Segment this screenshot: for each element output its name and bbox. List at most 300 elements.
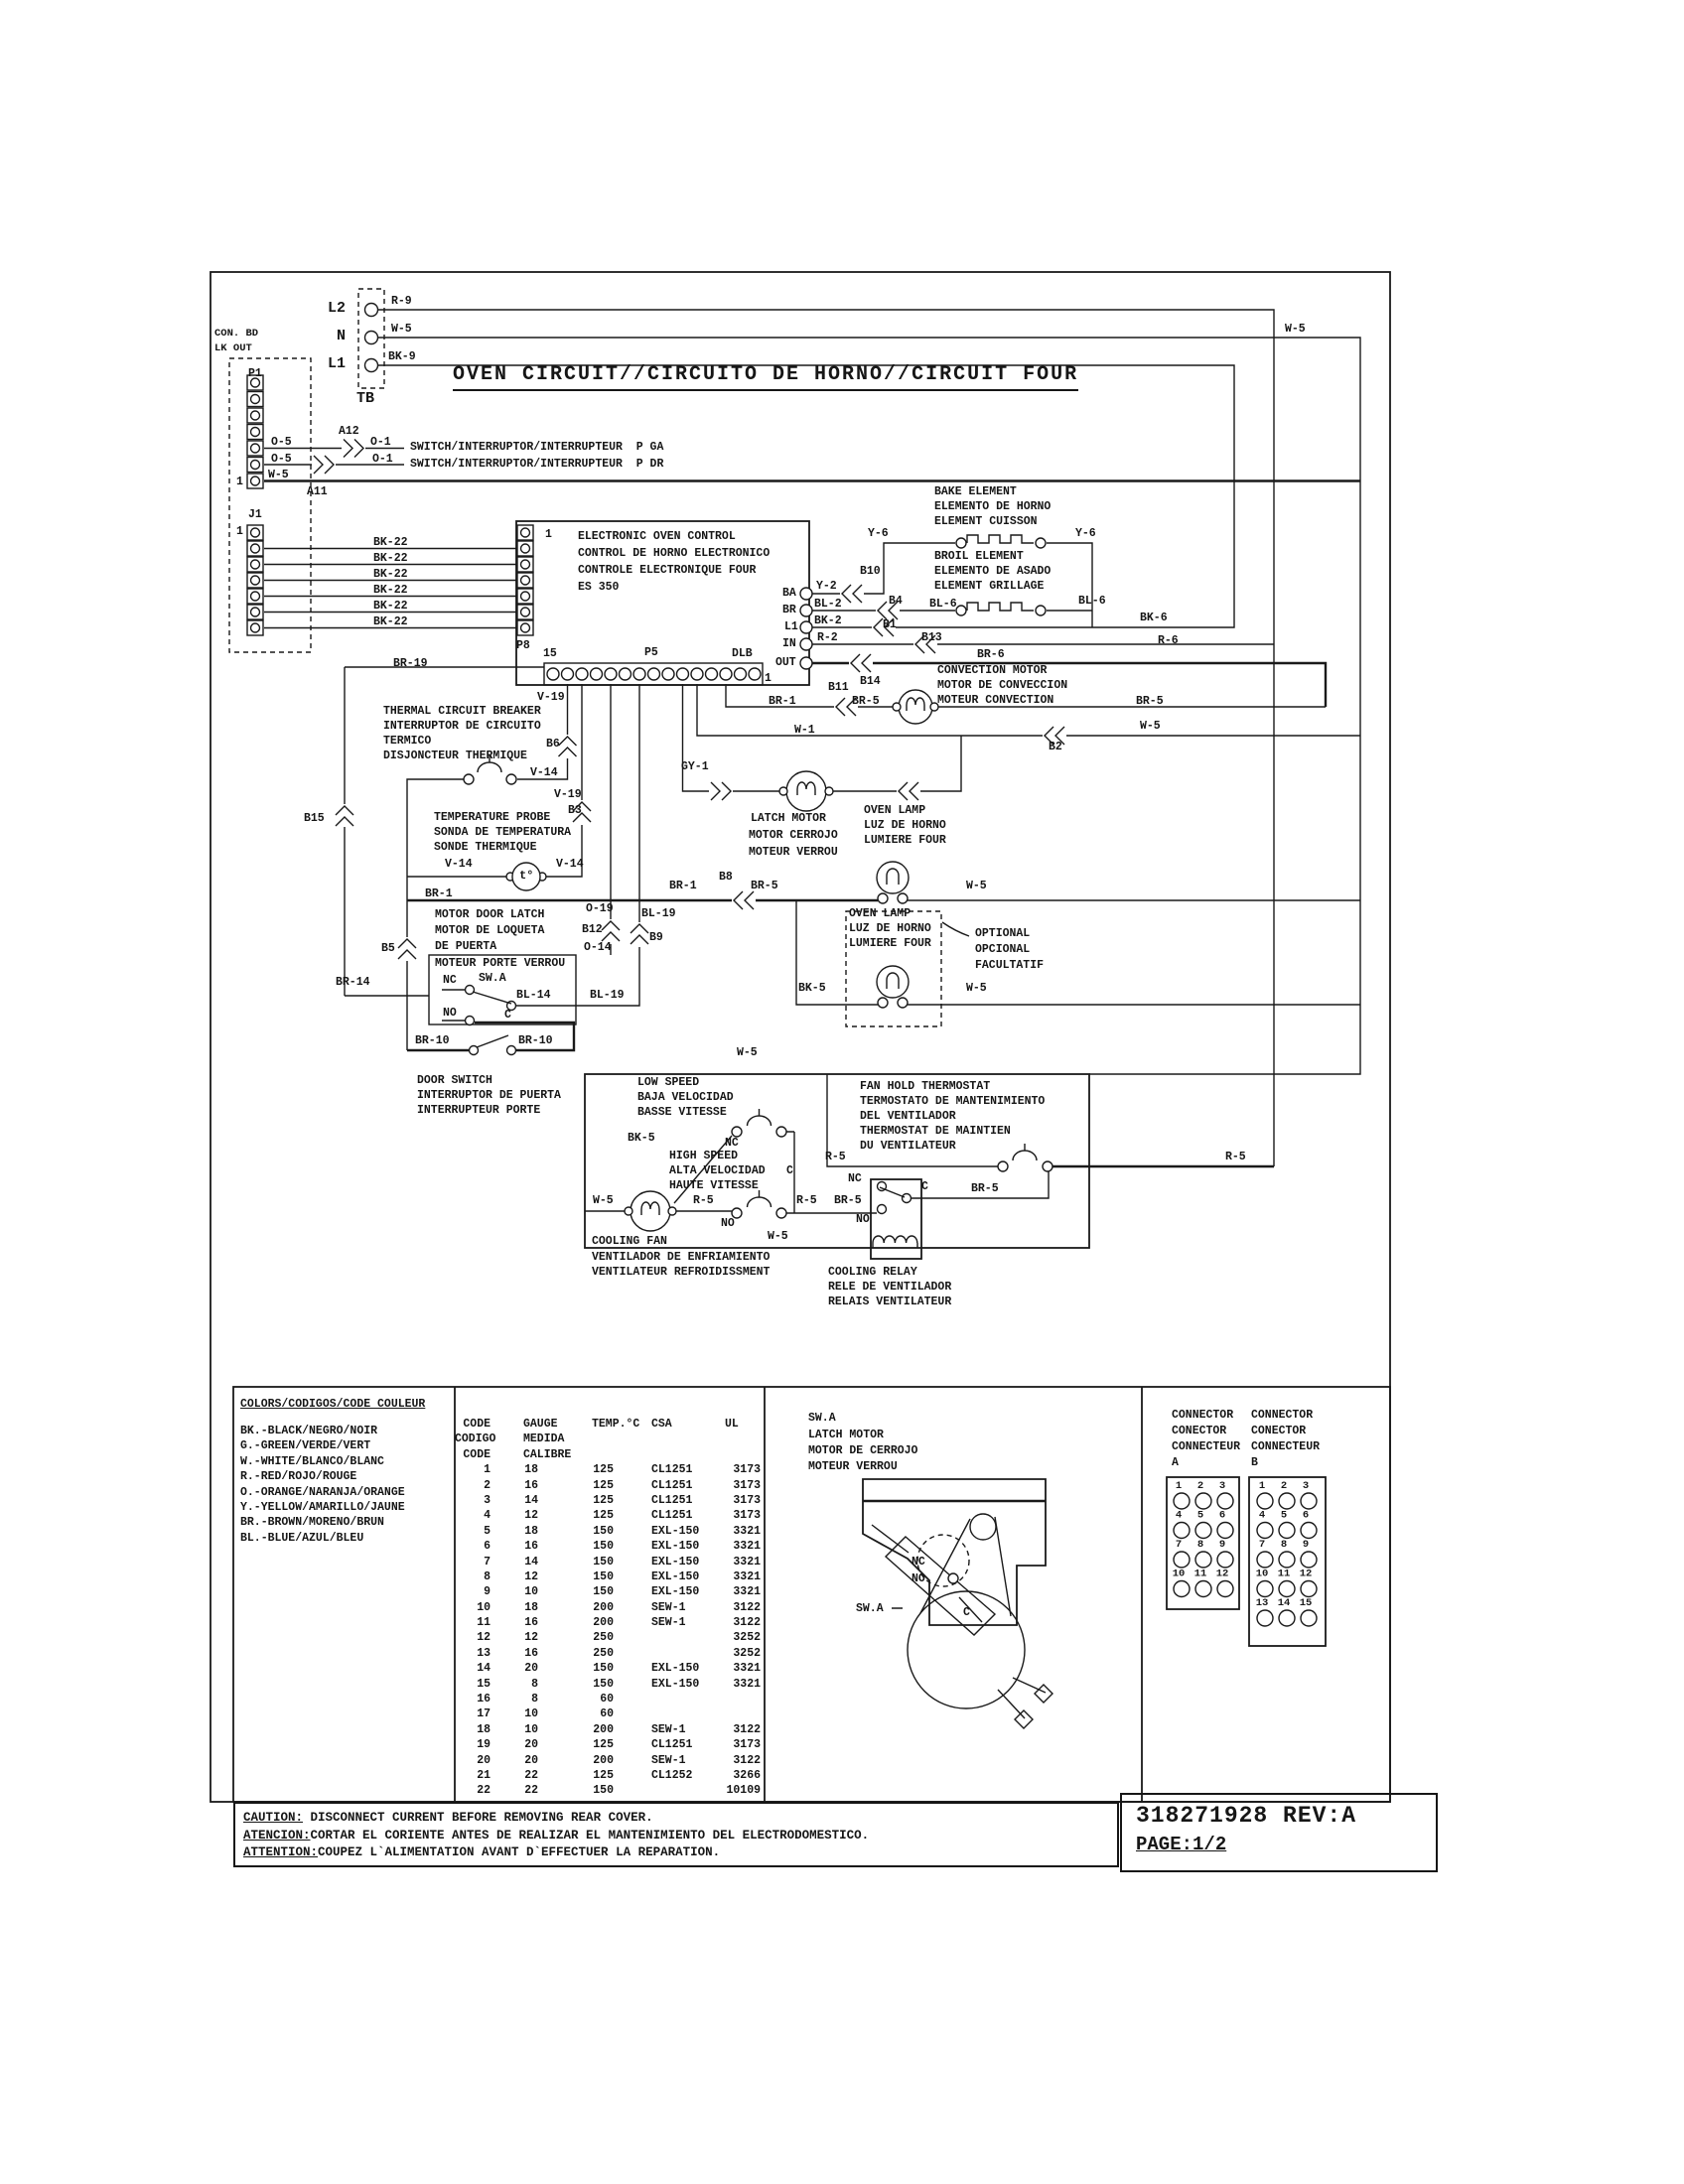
connector-a-pins bbox=[1173, 1480, 1233, 1597]
table-cell: 3173 bbox=[733, 1738, 761, 1752]
table-cell: 7 bbox=[484, 1555, 491, 1569]
connector-pin-square bbox=[247, 408, 263, 423]
table-row bbox=[455, 1783, 765, 1798]
connector-b-pins bbox=[1256, 1480, 1317, 1626]
table-cell: 3321 bbox=[733, 1662, 761, 1676]
connector-pin bbox=[1279, 1581, 1295, 1597]
pin-in-label: IN bbox=[782, 637, 796, 650]
table-cell: 10 bbox=[477, 1600, 491, 1614]
p5-pin1-label: 1 bbox=[765, 672, 772, 685]
table-cell: 125 bbox=[593, 1463, 614, 1477]
p5-pin bbox=[677, 668, 689, 680]
fan-c-label: C bbox=[786, 1164, 793, 1177]
fan-title1: COOLING FAN bbox=[592, 1235, 667, 1248]
swa-no-label: NO bbox=[912, 1572, 925, 1585]
table-cell: CL1251 bbox=[651, 1738, 693, 1752]
fan-no-label: NO bbox=[721, 1217, 735, 1230]
broil-element-coil bbox=[967, 603, 1034, 611]
color-legend bbox=[236, 1387, 451, 1800]
connector-pin bbox=[1195, 1523, 1211, 1539]
table-cell bbox=[628, 1783, 719, 1798]
table-cell: 18 bbox=[524, 1463, 538, 1477]
ref-b6: B6 bbox=[546, 738, 560, 751]
connector-pin bbox=[1301, 1610, 1317, 1626]
table-cell: 3252 bbox=[733, 1646, 761, 1660]
connector-pin bbox=[1279, 1523, 1295, 1539]
connector-pin-number: 6 bbox=[1302, 1509, 1310, 1522]
connector-pin bbox=[1257, 1552, 1273, 1568]
swa-c-label: C bbox=[963, 1606, 970, 1619]
j1-label: J1 bbox=[248, 508, 262, 521]
table-cell: 4 bbox=[484, 1509, 491, 1523]
fan-low1: LOW SPEED bbox=[637, 1076, 700, 1089]
table-cell: 3173 bbox=[733, 1509, 761, 1523]
ref-b14: B14 bbox=[860, 675, 881, 688]
connector-pin-number: 11 bbox=[1277, 1568, 1291, 1580]
fht-line4: THERMOSTAT DE MAINTIEN bbox=[860, 1125, 1011, 1138]
connector-b9-icon bbox=[631, 924, 648, 944]
table-cell: CL1251 bbox=[651, 1463, 693, 1477]
connector-b6-icon bbox=[559, 737, 577, 756]
connector-pin bbox=[1195, 1581, 1211, 1597]
mdl-no-label: NO bbox=[443, 1007, 457, 1020]
p5-pin bbox=[633, 668, 645, 680]
diagram-title: OVEN CIRCUIT//CIRCUITO DE HORNO//CIRCUIT FOUR bbox=[453, 365, 1078, 391]
wire-br10-right: BR-10 bbox=[518, 1034, 553, 1047]
connector-pin-number: 9 bbox=[1302, 1539, 1310, 1551]
terminal-block-tb bbox=[358, 289, 384, 388]
generated-connector-pins bbox=[247, 375, 812, 680]
table-cell: 3321 bbox=[733, 1570, 761, 1583]
optional-line1: OPTIONAL bbox=[975, 927, 1031, 940]
table-cell: 3252 bbox=[733, 1631, 761, 1645]
table-row bbox=[455, 1646, 765, 1661]
connector-pin bbox=[1217, 1581, 1233, 1597]
table-cell: 250 bbox=[593, 1646, 614, 1660]
eoc-right-pin bbox=[800, 588, 812, 600]
table-cell: 22 bbox=[524, 1768, 538, 1782]
ref-b3: B3 bbox=[568, 804, 582, 817]
mdl-line4: MOTEUR PORTE VERROU bbox=[435, 957, 566, 970]
wire-o5-1: O-5 bbox=[271, 436, 292, 449]
table-cell: EXL-150 bbox=[651, 1677, 700, 1691]
table-cell: CL1251 bbox=[651, 1509, 693, 1523]
table-cell: 12 bbox=[524, 1509, 538, 1523]
wire-w5-p1: W-5 bbox=[268, 469, 289, 481]
table-header-cell bbox=[628, 1447, 719, 1462]
table-cell: SEW-1 bbox=[651, 1600, 686, 1614]
table-cell: 15 bbox=[477, 1677, 491, 1691]
legend-item: R.-RED/ROJO/ROUGE bbox=[240, 1470, 357, 1484]
table-row bbox=[455, 1753, 765, 1768]
connector-pin-number: 2 bbox=[1280, 1480, 1288, 1492]
table-cell: 10 bbox=[524, 1707, 538, 1721]
tcb-line4: DISJONCTEUR THERMIQUE bbox=[383, 750, 527, 762]
legend-items bbox=[240, 1424, 451, 1546]
table-cell: SEW-1 bbox=[651, 1753, 686, 1767]
latch-line3: MOTEUR VERROU bbox=[749, 846, 838, 859]
latch-line1: LATCH MOTOR bbox=[751, 812, 826, 825]
wire-bk22-5: BK-22 bbox=[373, 600, 408, 613]
connector-pin bbox=[1257, 1523, 1273, 1539]
connector-pin-number: 15 bbox=[1299, 1597, 1313, 1609]
p5-pin bbox=[620, 668, 632, 680]
table-cell bbox=[628, 1630, 719, 1645]
table-cell: 3122 bbox=[733, 1616, 761, 1630]
connector-a-line4: A bbox=[1172, 1456, 1179, 1469]
table-header-cell: TEMP.°C bbox=[592, 1418, 640, 1431]
connector-b14-icon bbox=[851, 654, 871, 672]
wire-br5-relay-c: BR-5 bbox=[971, 1182, 999, 1195]
mdl-swa-label: SW.A bbox=[479, 972, 506, 985]
connector-pin bbox=[1301, 1581, 1317, 1597]
connector-pin bbox=[1301, 1552, 1317, 1568]
table-cell: 16 bbox=[524, 1646, 538, 1660]
wire-bk6: BK-6 bbox=[1140, 612, 1168, 624]
p5-pin15-label: 15 bbox=[543, 647, 557, 660]
broil-line1: BROIL ELEMENT bbox=[934, 550, 1024, 563]
wire-bl6-right: BL-6 bbox=[1078, 595, 1106, 608]
connector-b15-icon bbox=[336, 806, 353, 826]
wire-br1-lamp: BR-1 bbox=[669, 880, 697, 892]
ref-a12: A12 bbox=[339, 425, 359, 438]
table-cell: 13 bbox=[477, 1646, 491, 1660]
table-cell: 16 bbox=[524, 1540, 538, 1554]
table-row bbox=[455, 1737, 765, 1752]
table-cell: 5 bbox=[484, 1524, 491, 1538]
ref-b13: B13 bbox=[921, 631, 942, 644]
table-header-cell: CALIBRE bbox=[523, 1447, 572, 1461]
connector-pin-square bbox=[247, 392, 263, 407]
optional-pointer-line bbox=[942, 922, 969, 936]
table-row bbox=[455, 1677, 765, 1692]
connector-pin bbox=[1279, 1610, 1295, 1626]
table-cell: 200 bbox=[593, 1753, 614, 1767]
connector-a-line2: CONECTOR bbox=[1172, 1425, 1227, 1437]
lamp1-line3: LUMIERE FOUR bbox=[864, 834, 946, 847]
broil-terminal-right bbox=[1036, 606, 1046, 615]
wire-gy1: GY-1 bbox=[681, 760, 709, 773]
table-cell: 200 bbox=[593, 1722, 614, 1736]
table-cell: 20 bbox=[524, 1753, 538, 1767]
table-header-cell bbox=[719, 1432, 761, 1446]
swa-line1: SW.A bbox=[808, 1412, 836, 1425]
table-header-cell: CSA bbox=[651, 1418, 672, 1431]
connector-gy1-icon bbox=[711, 782, 731, 800]
latch-line2: MOTOR CERROJO bbox=[749, 829, 838, 842]
table-row bbox=[455, 1706, 765, 1721]
wire-w5-conv: W-5 bbox=[1140, 720, 1161, 733]
wire-o19: O-19 bbox=[586, 902, 614, 915]
wire-br10-left: BR-10 bbox=[415, 1034, 450, 1047]
table-cell: 8 bbox=[484, 1570, 491, 1583]
wire-v19-1: V-19 bbox=[537, 691, 565, 704]
mdl-line2: MOTOR DE LOQUETA bbox=[435, 924, 545, 937]
connector-pin bbox=[1301, 1523, 1317, 1539]
table-row bbox=[455, 1600, 765, 1615]
relay-no-label: NO bbox=[856, 1213, 870, 1226]
table-cell: 9 bbox=[484, 1585, 491, 1599]
table-cell: 20 bbox=[524, 1738, 538, 1752]
table-header-cell bbox=[550, 1432, 628, 1446]
table-cell: SEW-1 bbox=[651, 1616, 686, 1630]
bake-terminal-right bbox=[1036, 538, 1046, 548]
table-header-cell bbox=[719, 1447, 761, 1462]
table-row bbox=[455, 1692, 765, 1706]
p5-pin bbox=[720, 668, 732, 680]
table-cell: 2 bbox=[484, 1478, 491, 1492]
fan-high1: HIGH SPEED bbox=[669, 1150, 739, 1162]
table-cell: 3122 bbox=[733, 1600, 761, 1614]
switch-p-dr-label: SWITCH/INTERRUPTOR/INTERRUPTEUR P DR bbox=[410, 458, 664, 471]
conv-line3: MOTEUR CONVECTION bbox=[937, 694, 1054, 707]
mdl-line1: MOTOR DOOR LATCH bbox=[435, 908, 545, 921]
p1-pin1-label: 1 bbox=[236, 476, 243, 488]
p5-pin bbox=[591, 668, 603, 680]
eoc-line3: CONTROLE ELECTRONIQUE FOUR bbox=[578, 564, 757, 577]
wire-r5-fan-1: R-5 bbox=[693, 1194, 714, 1207]
connector-pin-square bbox=[247, 573, 263, 588]
legend-item: Y.-YELLOW/AMARILLO/JAUNE bbox=[240, 1501, 405, 1515]
oven-lamp-symbol bbox=[877, 862, 909, 903]
table-row bbox=[455, 1584, 765, 1599]
table-cell bbox=[719, 1706, 761, 1721]
table-cell: 60 bbox=[600, 1707, 614, 1721]
table-cell: 150 bbox=[593, 1585, 614, 1599]
table-cell: 3 bbox=[484, 1493, 491, 1507]
ref-a11: A11 bbox=[307, 485, 328, 498]
conv-line2: MOTOR DE CONVECCION bbox=[937, 679, 1068, 692]
ref-b15: B15 bbox=[304, 812, 325, 825]
connector-pin-square bbox=[247, 458, 263, 473]
table-cell: 16 bbox=[524, 1616, 538, 1630]
connector-pin-number: 11 bbox=[1193, 1568, 1207, 1580]
table-cell: 150 bbox=[593, 1555, 614, 1569]
relay-title1: COOLING RELAY bbox=[828, 1266, 917, 1279]
broil-line3: ELEMENT GRILLAGE bbox=[934, 580, 1045, 593]
fht-line2: TERMOSTATO DE MANTENIMIENTO bbox=[860, 1095, 1046, 1108]
connector-pin-square bbox=[247, 541, 263, 556]
table-cell bbox=[719, 1692, 761, 1706]
connector-b-line2: CONECTOR bbox=[1251, 1425, 1307, 1437]
probe-line1: TEMPERATURE PROBE bbox=[434, 811, 551, 824]
bake-element-coil bbox=[967, 535, 1034, 543]
connector-pin bbox=[1174, 1493, 1190, 1509]
wire-bk2: BK-2 bbox=[814, 614, 842, 627]
connector-pin-number: 9 bbox=[1218, 1539, 1226, 1551]
wire-bk22-2: BK-22 bbox=[373, 552, 408, 565]
table-header-cell: CODE bbox=[463, 1418, 491, 1431]
p5-pin bbox=[547, 668, 559, 680]
pin-out-label: OUT bbox=[775, 656, 796, 669]
wire-v19-2: V-19 bbox=[554, 788, 582, 801]
table-row bbox=[455, 1524, 765, 1539]
p1-label: P1 bbox=[248, 367, 262, 380]
switch-p-ga-label: SWITCH/INTERRUPTOR/INTERRUPTEUR P GA bbox=[410, 441, 664, 454]
fan-high3: HAUTE VITESSE bbox=[669, 1179, 759, 1192]
wire-r5-right: R-5 bbox=[1225, 1151, 1246, 1163]
connector-pin bbox=[1279, 1493, 1295, 1509]
table-cell: 14 bbox=[524, 1555, 538, 1569]
table-row bbox=[455, 1493, 765, 1508]
connector-pin-square bbox=[247, 589, 263, 604]
lamp1-line1: OVEN LAMP bbox=[864, 804, 926, 817]
table-cell: CL1251 bbox=[651, 1478, 693, 1492]
connector-pin-square bbox=[517, 541, 533, 556]
caution-line: ATENCION:CORTAR EL CORIENTE ANTES DE REALIZAR EL MANTENIMIENTO DEL ELECTRODOMESTICO. bbox=[243, 1828, 870, 1843]
table-cell: 150 bbox=[593, 1570, 614, 1583]
ref-b10: B10 bbox=[860, 565, 881, 578]
mdl-line3: DE PUERTA bbox=[435, 940, 497, 953]
table-row bbox=[455, 1768, 765, 1783]
connector-pin-square bbox=[517, 620, 533, 635]
connector-b8-icon bbox=[734, 891, 754, 909]
p5-pin bbox=[605, 668, 617, 680]
swa-nc-label: NC bbox=[912, 1556, 925, 1569]
latch-motor-symbol bbox=[779, 771, 833, 811]
connector-pin-number: 10 bbox=[1255, 1568, 1269, 1580]
table-row bbox=[455, 1570, 765, 1584]
probe-symbol-label: t° bbox=[519, 869, 534, 883]
wire-gauge-table bbox=[455, 1387, 765, 1802]
table-row bbox=[455, 1630, 765, 1645]
swa-swa-label: SW.A bbox=[856, 1602, 884, 1615]
ref-b5: B5 bbox=[381, 942, 395, 955]
wire-o1-2: O-1 bbox=[372, 453, 393, 466]
connector-pin bbox=[1279, 1552, 1295, 1568]
table-cell: EXL-150 bbox=[651, 1555, 700, 1569]
table-header-cell: CODIGO bbox=[455, 1433, 496, 1446]
table-cell: 14 bbox=[477, 1662, 491, 1676]
relay-c-label: C bbox=[921, 1180, 928, 1193]
pin-l1-label: L1 bbox=[784, 620, 798, 633]
connector-pin bbox=[1217, 1552, 1233, 1568]
wire-bk22-3: BK-22 bbox=[373, 568, 408, 581]
swa-line2: LATCH MOTOR bbox=[808, 1429, 884, 1441]
connector-pin-number: 13 bbox=[1255, 1597, 1269, 1609]
table-header-cell: CODE bbox=[463, 1447, 491, 1461]
cooling-fan-motor-symbol bbox=[631, 1191, 670, 1231]
table-cell: 20 bbox=[477, 1753, 491, 1767]
ref-b9: B9 bbox=[649, 931, 663, 944]
eoc-right-pin bbox=[800, 605, 812, 616]
table-cell: 125 bbox=[593, 1478, 614, 1492]
connector-a-line3: CONNECTEUR bbox=[1172, 1440, 1241, 1453]
table-cell: 3321 bbox=[733, 1677, 761, 1691]
legend-item: BR.-BROWN/MORENO/BRUN bbox=[240, 1516, 384, 1530]
connector-pin-number: 8 bbox=[1196, 1539, 1204, 1551]
table-cell: 8 bbox=[531, 1693, 538, 1706]
p5-pin bbox=[662, 668, 674, 680]
p1-j1-housing bbox=[229, 358, 311, 652]
table-cell: EXL-150 bbox=[651, 1570, 700, 1583]
table-cell: EXL-150 bbox=[651, 1585, 700, 1599]
connector-a12-icon bbox=[344, 440, 363, 458]
connector-pin-square bbox=[247, 425, 263, 440]
table-cell: CL1251 bbox=[651, 1493, 693, 1507]
table-cell: EXL-150 bbox=[651, 1524, 700, 1538]
fan-title2: VENTILADOR DE ENFRIAMIENTO bbox=[592, 1251, 771, 1264]
connector-pin-square bbox=[517, 605, 533, 619]
connector-pin-number: 5 bbox=[1196, 1509, 1204, 1522]
table-cell: 3321 bbox=[733, 1524, 761, 1538]
connector-a-line1: CONNECTOR bbox=[1172, 1409, 1234, 1422]
table-header-cell: MEDIDA bbox=[523, 1433, 565, 1446]
connector-pin-number: 4 bbox=[1175, 1509, 1183, 1522]
table-cell: 10109 bbox=[726, 1784, 761, 1798]
wire-br1-left: BR-1 bbox=[425, 887, 453, 900]
connector-pin bbox=[1174, 1581, 1190, 1597]
bake-line1: BAKE ELEMENT bbox=[934, 485, 1017, 498]
p5-label: P5 bbox=[644, 646, 658, 659]
wire-w5-fan-bottom: W-5 bbox=[768, 1230, 788, 1243]
relay-nc-label: NC bbox=[848, 1172, 862, 1185]
page-number: PAGE:1/2 bbox=[1136, 1834, 1227, 1855]
wire-bake-right bbox=[1047, 543, 1092, 627]
table-cell: CL1252 bbox=[651, 1768, 693, 1782]
table-cell: 3173 bbox=[733, 1493, 761, 1507]
table-cell: 12 bbox=[477, 1631, 491, 1645]
table-cell: 250 bbox=[593, 1631, 614, 1645]
connector-pin-number: 3 bbox=[1302, 1480, 1310, 1492]
connector-pin-number: 12 bbox=[1215, 1568, 1229, 1580]
wire-y6-left: Y-6 bbox=[868, 527, 889, 540]
wire-bk22-1: BK-22 bbox=[373, 536, 408, 549]
tcb-line3: TERMICO bbox=[383, 735, 432, 748]
table-cell: 125 bbox=[593, 1509, 614, 1523]
conv-line1: CONVECTION MOTOR bbox=[937, 664, 1048, 677]
broil-line2: ELEMENTO DE ASADO bbox=[934, 565, 1052, 578]
table-cell: 21 bbox=[477, 1768, 491, 1782]
table-cell: 3122 bbox=[733, 1753, 761, 1767]
p8-label: P8 bbox=[516, 639, 530, 652]
table-cell: 17 bbox=[477, 1707, 491, 1721]
table-row bbox=[455, 1462, 765, 1477]
connector-pin-number: 7 bbox=[1175, 1539, 1183, 1551]
ds-line2: INTERRUPTOR DE PUERTA bbox=[417, 1089, 561, 1102]
connector-pin-square bbox=[517, 525, 533, 540]
relay-coil-icon bbox=[873, 1236, 917, 1243]
tb-label: TB bbox=[356, 390, 375, 407]
wire-w5-fan-top: W-5 bbox=[737, 1046, 758, 1059]
table-cell bbox=[628, 1646, 719, 1661]
connector-pin-square bbox=[517, 573, 533, 588]
legend-item: W.-WHITE/BLANCO/BLANC bbox=[240, 1454, 384, 1468]
connector-pin bbox=[1257, 1610, 1273, 1626]
wire-br5-relay-in: BR-5 bbox=[834, 1194, 862, 1207]
p5-pin bbox=[691, 668, 703, 680]
table-cell: 10 bbox=[524, 1722, 538, 1736]
relay-title3: RELAIS VENTILATEUR bbox=[828, 1296, 952, 1308]
connector-pin bbox=[1174, 1552, 1190, 1568]
table-cell: 3173 bbox=[733, 1463, 761, 1477]
wire-r9: R-9 bbox=[391, 295, 412, 308]
connector-b5-icon bbox=[398, 939, 416, 959]
wire-o1-1: O-1 bbox=[370, 436, 391, 449]
table-row bbox=[455, 1615, 765, 1630]
ref-b2: B2 bbox=[1049, 741, 1062, 753]
tb-l2-label: L2 bbox=[328, 300, 347, 317]
wire-w5-fan-left: W-5 bbox=[593, 1194, 614, 1207]
optional-line3: FACULTATIF bbox=[975, 959, 1045, 972]
ref-b1: B1 bbox=[883, 618, 897, 631]
wire-w1: W-1 bbox=[794, 724, 815, 737]
table-cell bbox=[628, 1706, 719, 1721]
fht-line5: DU VENTILATEUR bbox=[860, 1140, 956, 1153]
wire-r6: R-6 bbox=[1158, 634, 1179, 647]
mdl-nc-label: NC bbox=[443, 974, 457, 987]
ref-b4: B4 bbox=[889, 595, 903, 608]
